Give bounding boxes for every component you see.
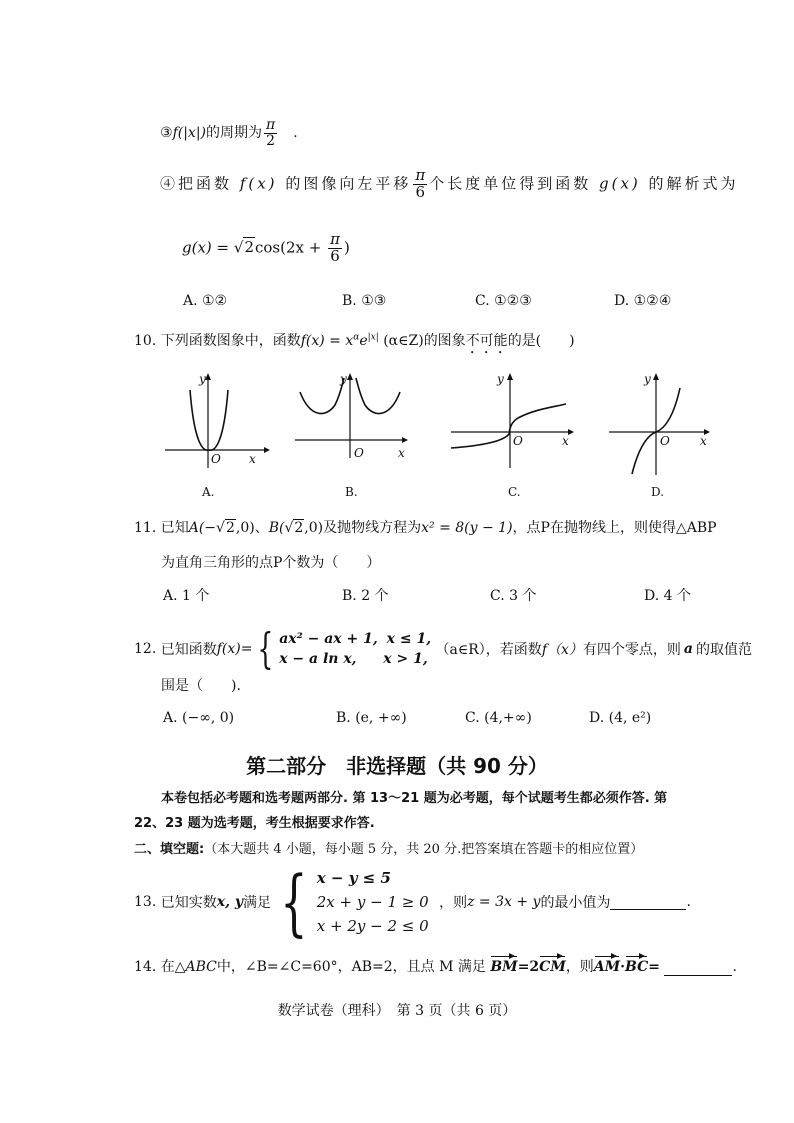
dot-product: · <box>620 959 626 975</box>
q11-line2: 为直角三角形的点P个数为（ ） <box>161 555 381 571</box>
graph-label-d: D. <box>651 485 665 499</box>
vars: x, y <box>216 894 243 910</box>
formula: f(x) = x <box>300 333 354 349</box>
vector-bm: BM <box>490 959 518 975</box>
q9-formula: g(x) = √2cos(2x + $\frac{\pi}{6}$ ) <box>182 230 350 265</box>
part2-intro-line2: 22、23 题为选考题，考生根据要求作答. <box>134 816 375 831</box>
end-mark: . <box>732 959 737 975</box>
case2-expr: x − a ln x, <box>279 651 357 667</box>
frac-den: 6 <box>415 182 426 201</box>
q9-option-d: D. ①②④ <box>614 293 672 309</box>
page-footer: 数学试卷（理科） 第 3 页（共 6 页） <box>277 1003 517 1019</box>
origin-label: O <box>660 434 670 448</box>
q12-option-c: C. (4,+∞) <box>465 710 532 726</box>
end-mark: . <box>686 894 691 910</box>
frac-num: π <box>330 230 340 248</box>
point-b: B( <box>268 520 285 536</box>
stem-text: 中，∠B=∠C=60°，AB=2，且点 M 满足 <box>216 959 486 975</box>
brace-icon: { <box>280 860 308 944</box>
point-b-end: ,0) <box>304 520 324 536</box>
item-text: 把函数 <box>178 174 233 193</box>
stem-text: ，则 <box>565 959 594 975</box>
question-number: 10. <box>134 333 157 349</box>
stem-text: 及抛物线方程为 <box>323 520 422 536</box>
graph-c <box>448 370 576 470</box>
formula-close: ) <box>343 238 350 257</box>
brace-icon: { <box>257 624 274 673</box>
q11-line1: 11. 已知A(−√2,0)、B(√2,0)及抛物线方程为x² = 8(y − 1)，点P在抛物线上，则使得△ABP <box>134 520 717 536</box>
origin-label: O <box>211 452 221 466</box>
objective: z = 3x + y <box>467 894 541 910</box>
formula-lhs: g(x) = <box>182 238 234 257</box>
q11-option-b: B. 2 个 <box>342 588 389 604</box>
graph-label-b: B. <box>345 485 358 499</box>
q11-option-c: C. 3 个 <box>490 588 537 604</box>
fx: f（x） <box>541 642 583 658</box>
axis-x-label: x <box>562 434 569 448</box>
axis-y-label: y <box>199 372 206 386</box>
axis-y-label: y <box>340 372 347 386</box>
constraints <box>317 866 429 938</box>
q9-item4 <box>160 168 739 201</box>
fill-in-heading <box>134 838 643 857</box>
triangle-abc: ABC <box>185 959 217 975</box>
exp-abs: |x| <box>367 332 379 343</box>
q12-line1 <box>134 624 752 673</box>
stem-text: （a∈R），若函数 <box>435 642 542 658</box>
point-a-end: ,0)、 <box>235 520 269 536</box>
answer-blank[interactable] <box>610 895 686 910</box>
q14 <box>134 956 737 976</box>
graph-d <box>606 370 718 480</box>
q11-option-a: A. 1 个 <box>163 588 210 604</box>
q12-option-a: A. (−∞, 0) <box>163 710 235 726</box>
axis-x-label: x <box>398 446 405 460</box>
arrow-icon <box>507 373 513 380</box>
frac-den: 6 <box>330 246 340 265</box>
q10-stem <box>134 330 575 357</box>
q12-line2: 围是（ ). <box>161 678 241 694</box>
q9-option-c: C. ①②③ <box>475 293 532 309</box>
case1-expr: ax² − ax + 1, <box>279 630 378 647</box>
e-symbol: e <box>359 333 368 349</box>
curve <box>190 390 228 450</box>
radicand: 2 <box>225 520 235 536</box>
q9-option-a: A. ①② <box>183 293 228 309</box>
constraint-3: x + 2y − 2 ≤ 0 <box>316 917 429 935</box>
frac-den: 2 <box>266 132 276 149</box>
stem-text: 的最小值为 <box>540 895 611 911</box>
vector-bc: BC <box>625 959 649 975</box>
fx: f(x) <box>239 174 278 193</box>
q12-option-d: D. (4, e²) <box>589 710 652 726</box>
stem-text: ，点P在抛物线上，则使得△ABP <box>512 520 717 536</box>
stem-text: 下列函数图象中，函数 <box>160 333 301 349</box>
axis-x-label: x <box>700 434 707 448</box>
graph-b <box>290 370 410 460</box>
origin-label: O <box>354 446 364 460</box>
section-heading: 二、填空题: <box>134 842 205 857</box>
case2-cond: x > 1, <box>383 651 428 667</box>
gx: g(x) <box>598 174 641 193</box>
item-text: 的图像向左平移 <box>285 174 412 193</box>
part2-intro-line1: 本卷包括必考题和选考题两部分. 第 13～21 题为必考题，每个试题考生都必须作答. 第 <box>161 791 668 806</box>
q12-option-b: B. (e, +∞) <box>336 710 407 726</box>
axis-x-label: x <box>249 452 256 466</box>
curve <box>451 404 566 448</box>
parabola: x² = 8(y − 1) <box>421 520 513 536</box>
arrow-icon <box>347 373 353 380</box>
arrow-icon <box>264 447 270 453</box>
q13 <box>134 860 691 944</box>
stem-text: 有四个零点，则 <box>582 642 681 658</box>
radicand: 2 <box>244 238 254 257</box>
stem-text: 已知 <box>160 520 189 536</box>
stem-text: ，则 <box>439 895 468 911</box>
question-number: 12. <box>134 641 157 657</box>
q11-option-d: D. 4 个 <box>644 588 691 604</box>
formula-cos: cos(2x + <box>254 238 327 257</box>
stem-text: 已知实数 <box>160 895 217 911</box>
fraction <box>264 118 277 148</box>
graph-label-c: C. <box>508 485 521 499</box>
constraint-2: 2x + y − 1 ≥ 0 <box>316 893 429 911</box>
var-a: a <box>683 641 693 657</box>
axis-y-label: y <box>644 372 651 386</box>
item-marker: ③ <box>160 125 173 142</box>
frac-num: π <box>415 166 426 184</box>
arrow-icon <box>653 373 659 380</box>
equals: = <box>648 959 661 975</box>
fx: f(x)= <box>216 641 253 657</box>
emphasized-text: 不可能 <box>465 333 508 349</box>
question-number: 14. <box>134 959 157 975</box>
item-end: . <box>293 125 298 142</box>
constraint-1: x − y ≤ 5 <box>316 869 391 887</box>
answer-blank[interactable] <box>664 961 732 976</box>
frac-num: π <box>266 117 276 133</box>
question-number: 11. <box>134 520 157 536</box>
arrow-icon <box>402 437 408 443</box>
curve-right <box>356 378 400 414</box>
stem-text: 在△ <box>160 959 186 975</box>
q9-option-b: B. ①③ <box>342 293 387 309</box>
question-number: 13. <box>134 894 157 910</box>
item-text: 的解析式为 <box>648 174 739 193</box>
graph-label-a: A. <box>202 485 215 499</box>
radicand: 2 <box>294 520 304 536</box>
vector-eq: =2 <box>517 959 540 975</box>
stem-text: (α∈Z)的图象 <box>383 333 466 349</box>
item-marker: ④ <box>160 174 179 193</box>
stem-text: 已知函数 <box>160 642 217 658</box>
vector-am: AM <box>593 959 621 975</box>
fraction <box>413 168 427 201</box>
q9-item3 <box>160 118 298 148</box>
item-text: 个长度单位得到函数 <box>429 174 592 193</box>
exp-alpha: α <box>353 332 360 343</box>
axis-y-label: y <box>497 372 504 386</box>
curve-left <box>300 378 344 414</box>
section-note: （本大题共 4 小题，每小题 5 分，共 20 分.把答案填在答题卡的相应位置） <box>204 842 644 857</box>
stem-text: 的取值范 <box>695 642 752 658</box>
part2-title: 第二部分 非选择题（共 90 分） <box>246 754 548 778</box>
vector-cm: CM <box>539 959 566 975</box>
case1-cond: x ≤ 1, <box>386 630 432 647</box>
origin-label: O <box>513 434 523 448</box>
piecewise-cases <box>279 629 431 670</box>
stem-text: 满足 <box>242 895 271 911</box>
fx-abs: f(|x|) <box>172 125 206 142</box>
item-text: 的周期为 <box>206 125 262 142</box>
fraction <box>328 232 342 265</box>
stem-text: 的是( ) <box>507 333 575 349</box>
point-a: A(− <box>188 520 217 536</box>
